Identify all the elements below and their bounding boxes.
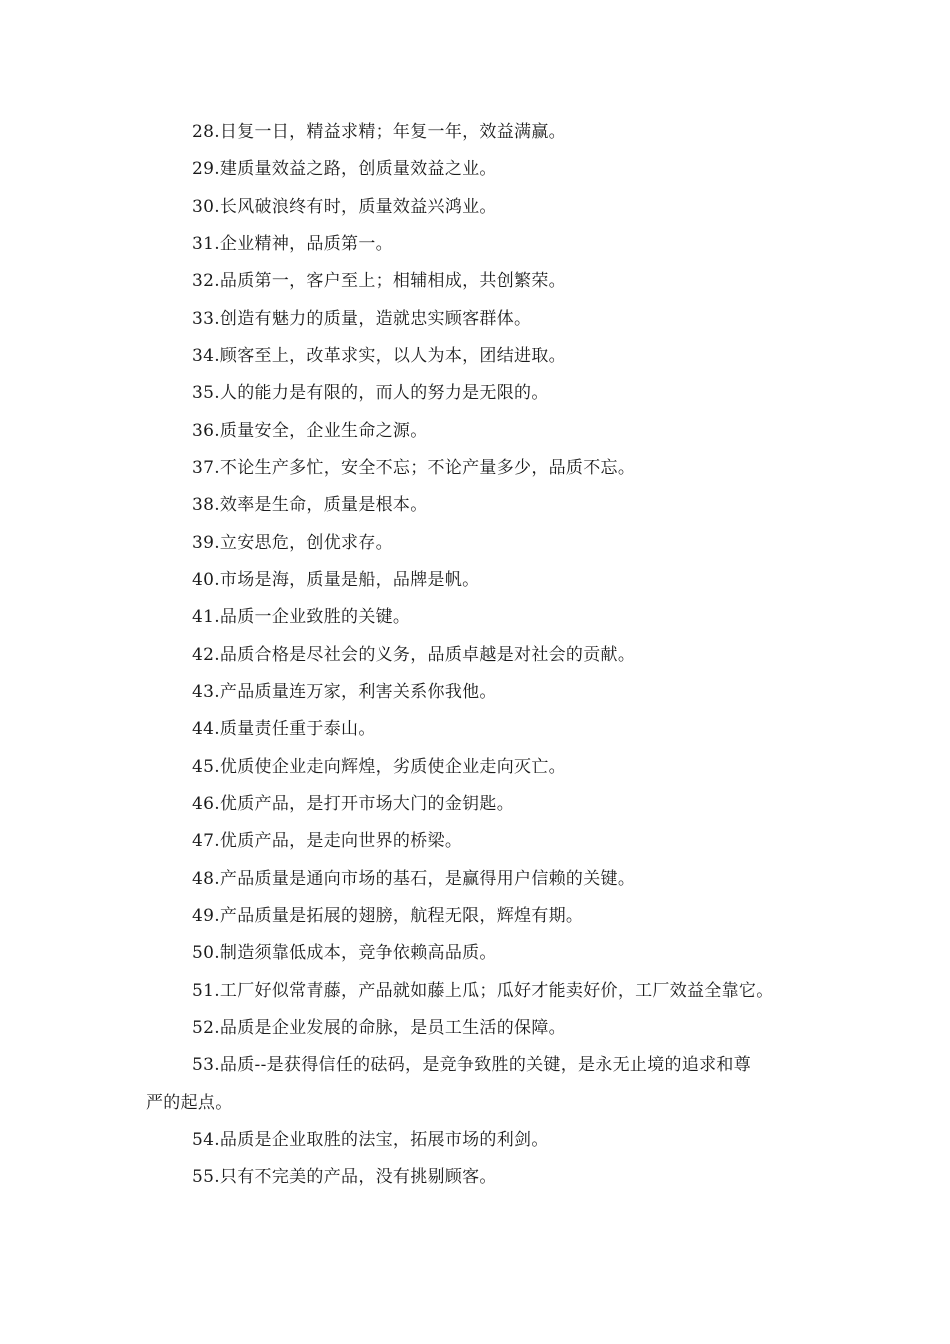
list-item: 50.制造须靠低成本，竞争依赖高品质。 bbox=[192, 943, 497, 963]
list-item: 35.人的能力是有限的，而人的努力是无限的。 bbox=[192, 383, 549, 403]
list-item: 45.优质使企业走向辉煌，劣质使企业走向灭亡。 bbox=[192, 757, 566, 777]
list-item: 32.品质第一，客户至上；相辅相成，共创繁荣。 bbox=[192, 271, 566, 291]
list-item: 41.品质一企业致胜的关键。 bbox=[192, 607, 411, 627]
list-item: 33.创造有魅力的质量，造就忠实顾客群体。 bbox=[192, 309, 532, 329]
list-item: 49.产品质量是拓展的翅膀，航程无限，辉煌有期。 bbox=[192, 906, 584, 926]
list-item: 47.优质产品，是走向世界的桥梁。 bbox=[192, 831, 463, 851]
list-item: 37.不论生产多忙，安全不忘；不论产量多少，品质不忘。 bbox=[192, 458, 636, 478]
list-item: 34.顾客至上，改革求实，以人为本，团结进取。 bbox=[192, 346, 566, 366]
list-item: 54.品质是企业取胜的法宝，拓展市场的利剑。 bbox=[192, 1130, 549, 1150]
list-item: 42.品质合格是尽社会的义务，品质卓越是对社会的贡献。 bbox=[192, 645, 636, 665]
list-item: 48.产品质量是通向市场的基石，是赢得用户信赖的关键。 bbox=[192, 869, 636, 889]
list-item-continuation: 严的起点。 bbox=[146, 1093, 233, 1113]
list-item: 55.只有不完美的产品，没有挑剔顾客。 bbox=[192, 1167, 497, 1187]
list-item: 40.市场是海，质量是船，品牌是帆。 bbox=[192, 570, 480, 590]
list-item: 36.质量安全，企业生命之源。 bbox=[192, 421, 428, 441]
list-item: 46.优质产品，是打开市场大门的金钥匙。 bbox=[192, 794, 515, 814]
list-item: 43.产品质量连万家，利害关系你我他。 bbox=[192, 682, 497, 702]
list-item: 51.工厂好似常青藤，产品就如藤上瓜；瓜好才能卖好价，工厂效益全靠它。 bbox=[192, 981, 774, 1001]
list-item: 52.品质是企业发展的命脉，是员工生活的保障。 bbox=[192, 1018, 566, 1038]
list-item: 38.效率是生命，质量是根本。 bbox=[192, 495, 428, 515]
list-item: 53.品质--是获得信任的砝码，是竞争致胜的关键，是永无止境的追求和尊 bbox=[192, 1055, 752, 1075]
list-item: 44.质量责任重于泰山。 bbox=[192, 719, 376, 739]
list-item: 39.立安思危，创优求存。 bbox=[192, 533, 393, 553]
list-item: 29.建质量效益之路，创质量效益之业。 bbox=[192, 159, 497, 179]
list-item: 30.长风破浪终有时，质量效益兴鸿业。 bbox=[192, 197, 497, 217]
list-item: 31.企业精神，品质第一。 bbox=[192, 234, 393, 254]
list-item: 28.日复一日，精益求精；年复一年，效益满赢。 bbox=[192, 122, 566, 142]
